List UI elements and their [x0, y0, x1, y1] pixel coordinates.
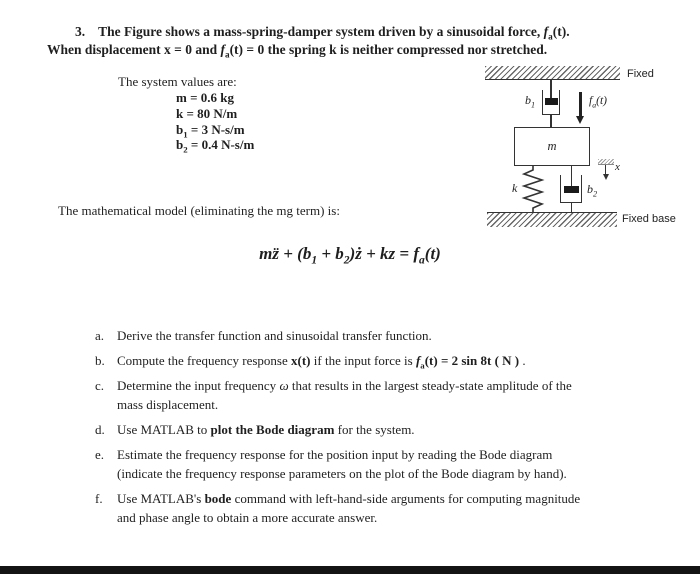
text-segment: (t).: [552, 24, 570, 39]
fixed-base-label: Fixed base: [622, 213, 676, 225]
task-label: b.: [95, 353, 105, 368]
damper-b1-rod-bottom: [550, 115, 552, 127]
text-segment: (t) = 2 sin 8t ( N ): [424, 353, 520, 368]
mass-block: [514, 127, 590, 166]
task-label: d.: [95, 422, 105, 437]
task-item: [95, 445, 670, 483]
task-label: e.: [95, 447, 105, 462]
task-text-line: [117, 445, 657, 464]
force-label: [589, 95, 607, 110]
text-segment: Use MATLAB to: [117, 422, 211, 437]
text-segment: Use MATLAB's: [117, 491, 205, 506]
force-arrow-line: [579, 92, 582, 117]
task-text: [117, 326, 657, 345]
text-segment: b: [176, 137, 184, 153]
system-value-row: [176, 106, 254, 122]
task-item: [95, 420, 670, 439]
problem-line-1-text: [98, 24, 570, 42]
text-segment: 2: [183, 144, 188, 155]
text-segment: Derive the transfer function and sinusoidal transfer function.: [117, 328, 432, 343]
task-text-line: [117, 395, 657, 414]
text-segment: Determine the input frequency: [117, 378, 280, 393]
problem-number: 3.: [75, 24, 86, 39]
text-segment: command with left-hand-side arguments for computing magnitude: [231, 491, 581, 506]
damper-b1-symbol: b: [525, 93, 531, 107]
task-text: [117, 351, 657, 370]
spring-zigzag-icon: [520, 166, 546, 212]
system-values-list: [176, 90, 254, 153]
text-segment: a: [548, 31, 553, 42]
text-segment: k = 80 N/m: [176, 105, 238, 121]
damper-b2-piston: [564, 186, 579, 193]
base-hatch: [487, 212, 617, 227]
system-values-label: The system values are:: [118, 74, 237, 89]
mass-label: m: [547, 139, 557, 153]
task-text-line: [117, 376, 657, 395]
bottom-bar: [0, 566, 700, 574]
text-segment: .: [519, 353, 526, 368]
text-segment: mz̈ + (b: [259, 244, 312, 263]
system-value-row: [176, 122, 254, 138]
text-segment: (t) = 0 the spring k is neither compressed nor stretched.: [229, 41, 548, 57]
x-arrowhead-icon: [603, 174, 609, 180]
task-text: [117, 489, 657, 527]
ceiling-hatch: [485, 66, 620, 80]
text-segment: a: [224, 49, 230, 60]
force-arrowhead-icon: [576, 116, 584, 124]
task-item: [95, 326, 670, 345]
task-label: f.: [95, 491, 103, 506]
text-segment: f: [415, 353, 421, 368]
equation: [225, 244, 475, 267]
force-subscript: a: [592, 100, 597, 110]
text-segment: plot the Bode diagram: [210, 422, 335, 437]
system-value-row: [176, 90, 254, 106]
x-label: x: [615, 161, 620, 173]
task-text: [117, 445, 657, 483]
task-label: a.: [95, 328, 105, 343]
damper-b1-subscript: 1: [531, 100, 536, 110]
text-segment: and phase angle to obtain a more accurate answer.: [117, 510, 378, 525]
damper-b1-piston: [545, 98, 558, 105]
problem-line-1: [47, 23, 637, 41]
damper-b2-label: [587, 182, 597, 197]
mass-spring-damper-diagram: [480, 60, 700, 232]
text-segment: (t): [424, 244, 441, 263]
model-intro: The mathematical model (eliminating the mg term) is:: [58, 203, 340, 218]
task-text-line: [117, 464, 657, 483]
task-label: c.: [95, 378, 105, 393]
task-text-line: [117, 508, 657, 527]
text-segment: bode: [204, 491, 232, 506]
text-segment: = 3 N-s/m: [187, 121, 245, 137]
task-text: [117, 420, 657, 439]
task-item: [95, 489, 670, 527]
fixed-label: Fixed: [627, 68, 654, 80]
text-segment: 2: [343, 253, 350, 267]
text-segment: ω: [279, 378, 289, 393]
damper-b2-symbol: b: [587, 182, 593, 196]
text-segment: x(t): [291, 353, 311, 368]
text-segment: b: [176, 121, 184, 137]
text-segment: a: [419, 253, 425, 267]
task-text-line: [117, 420, 657, 439]
task-text-line: [117, 489, 657, 508]
text-segment: = 0.4 N-s/m: [187, 137, 255, 153]
task-item: [95, 351, 670, 370]
task-text-line: [117, 351, 657, 370]
text-segment: Compute the frequency response: [117, 353, 292, 368]
text-segment: f: [543, 24, 549, 39]
task-list: [95, 326, 670, 533]
task-text: [117, 376, 657, 414]
task-text-line: [117, 326, 657, 345]
text-segment: + b: [317, 244, 344, 263]
text-segment: if the input force is: [310, 353, 416, 368]
task-item: [95, 376, 670, 414]
text-segment: (indicate the frequency response parameters on the plot of the Bode diagram by hand).: [117, 466, 567, 481]
text-segment: The Figure shows a mass-spring-damper system driven by a sinusoidal force,: [98, 24, 544, 39]
problem-statement: [47, 23, 637, 58]
text-segment: mass displacement.: [117, 397, 219, 412]
damper-b2-rod-bottom: [571, 203, 573, 212]
text-segment: 1: [183, 129, 188, 140]
damper-b2-subscript: 2: [593, 189, 598, 199]
text-segment: that results in the largest steady-state amplitude of the: [288, 378, 572, 393]
system-value-row: [176, 137, 254, 153]
text-segment: Estimate the frequency response for the position input by reading the Bode diagram: [117, 447, 553, 462]
text-segment: m = 0.6 kg: [176, 90, 234, 105]
text-segment: for the system.: [334, 422, 415, 437]
text-segment: a: [420, 360, 425, 371]
force-symbol: f: [589, 95, 593, 107]
text-segment: f: [220, 41, 225, 57]
force-arg: (t): [596, 95, 607, 107]
text-segment: )ż + kz = f: [349, 244, 420, 263]
damper-b1-label: [525, 93, 535, 108]
text-segment: When displacement x = 0 and: [47, 41, 221, 57]
text-segment: 1: [311, 253, 318, 267]
problem-line-2: [47, 41, 637, 59]
spring-label: k: [512, 181, 518, 195]
